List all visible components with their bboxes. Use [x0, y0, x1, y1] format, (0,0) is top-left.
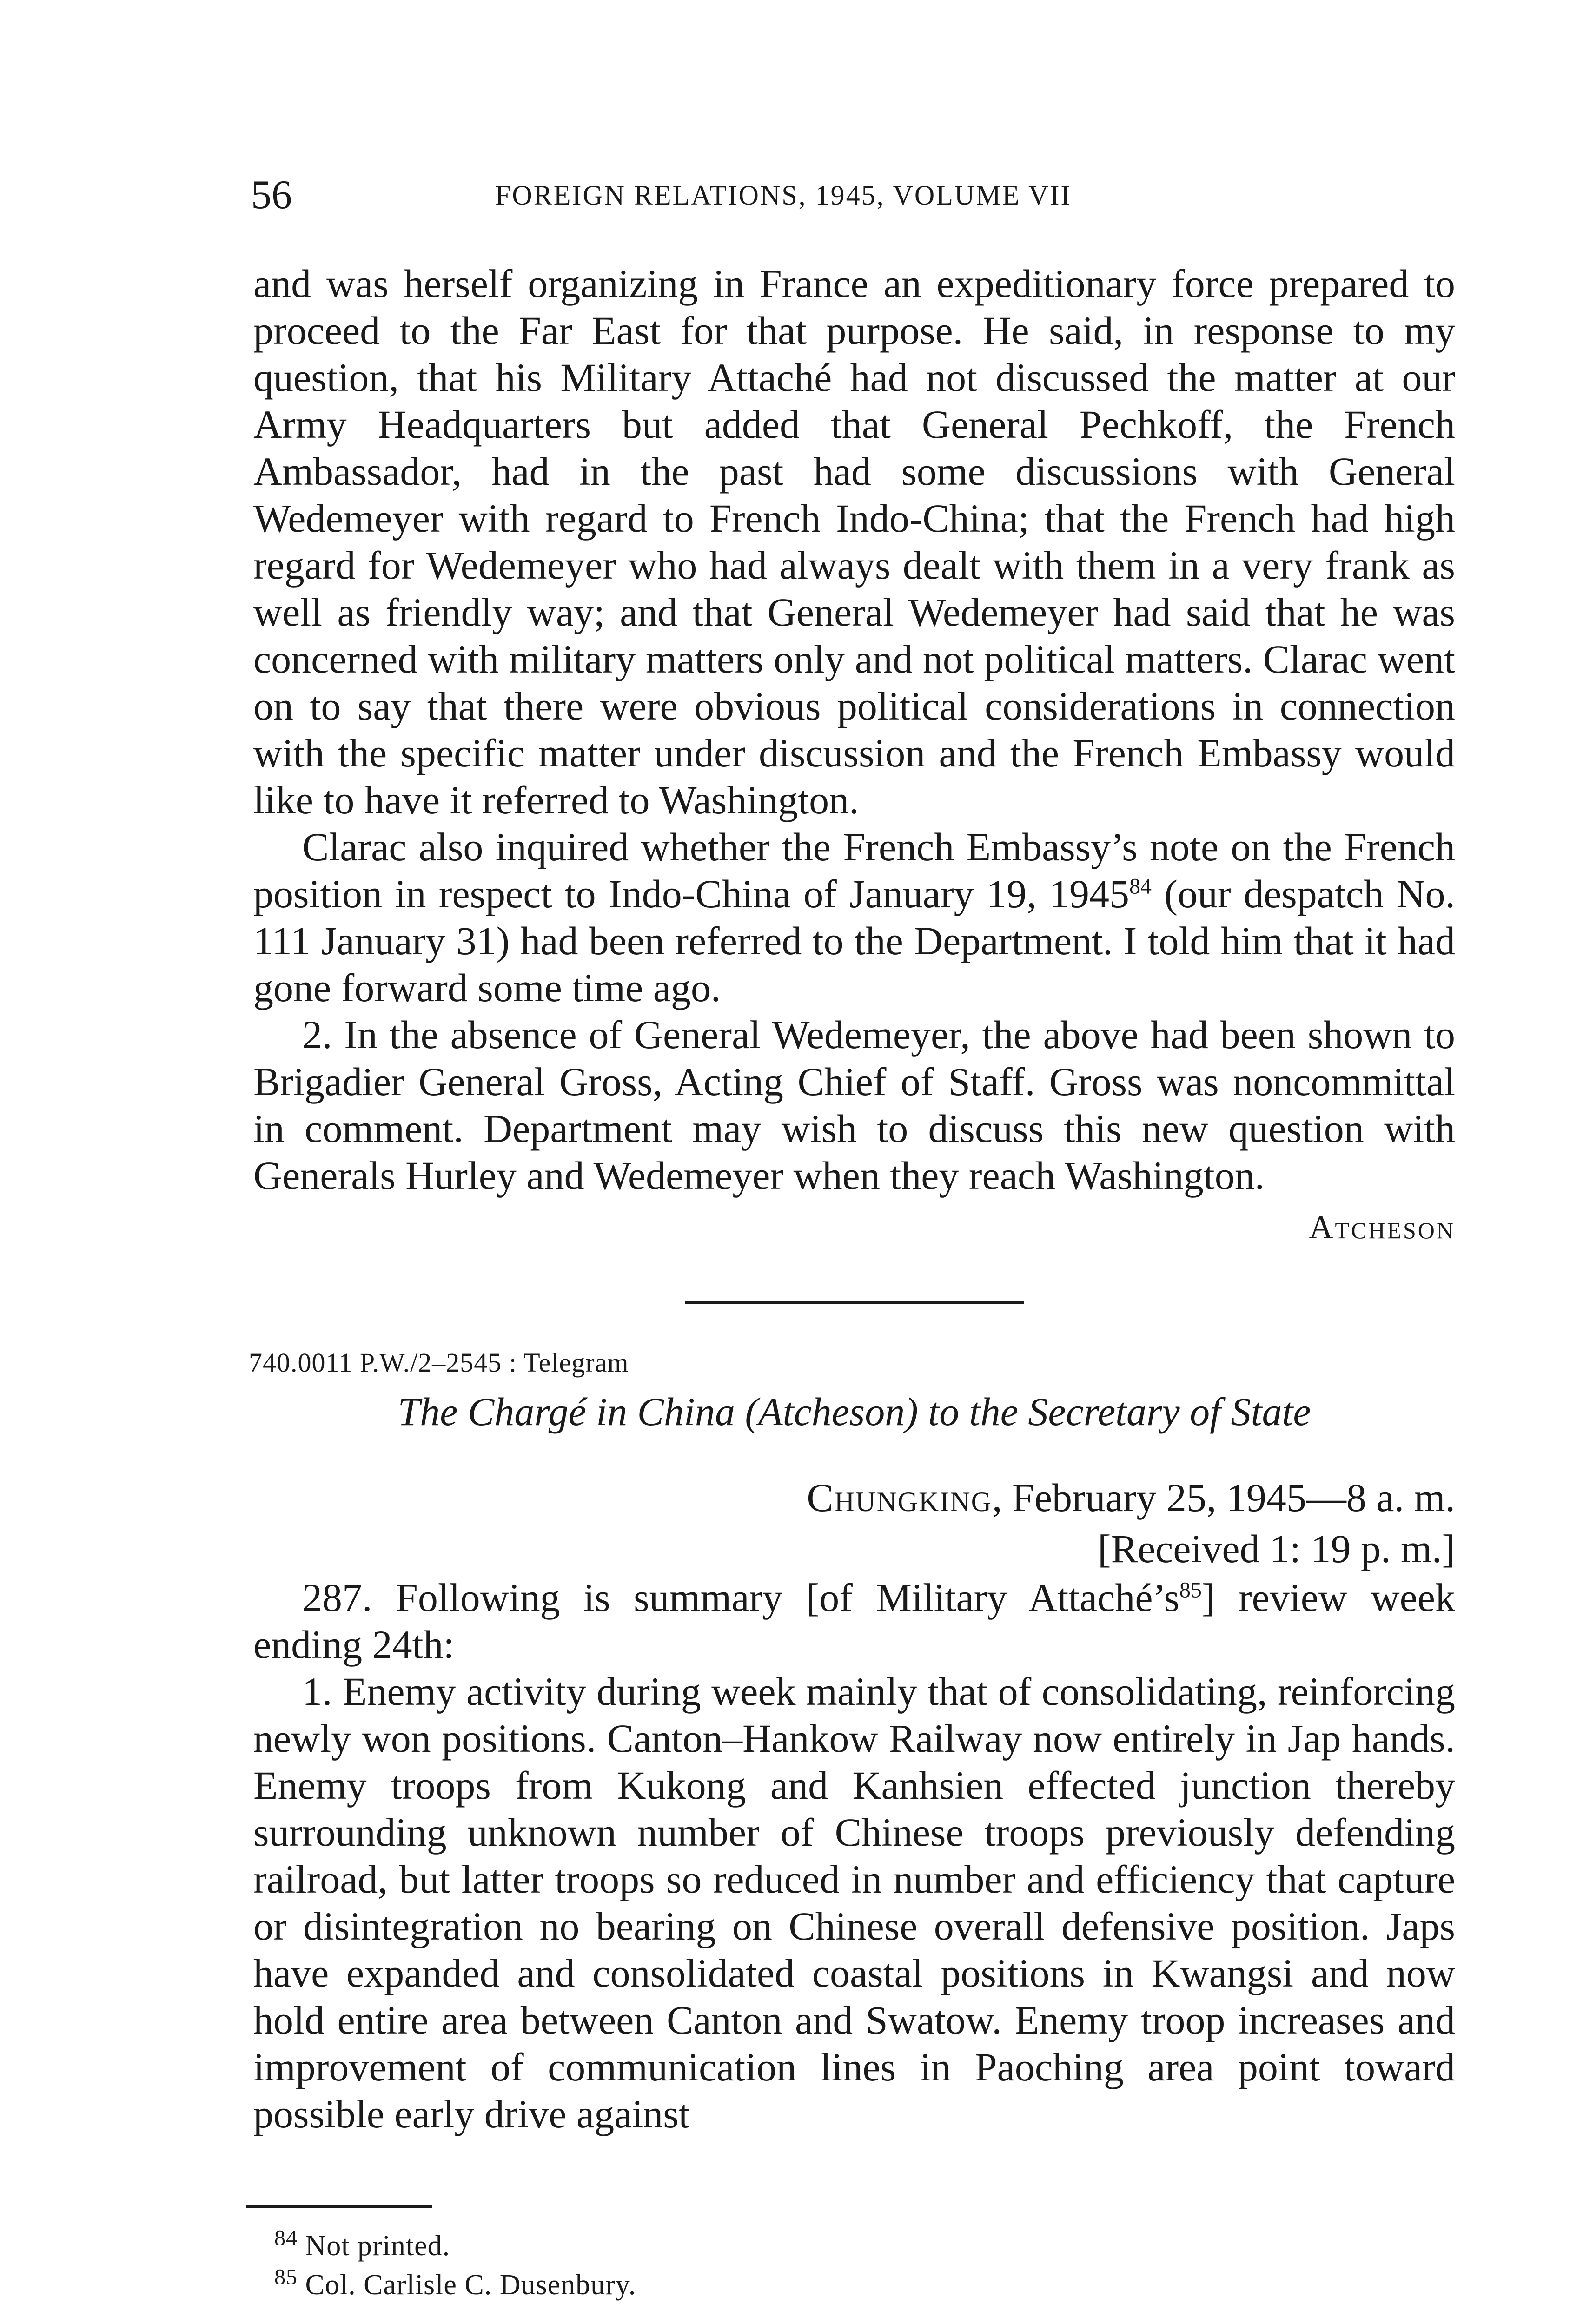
dateline [253, 1472, 1455, 1523]
body-paragraph-2-text-cont: (our despatch No. 111 January 31) had been referred to the Department. I told him that it had gone forward some time ago. [253, 872, 1455, 1010]
footnote-text: Not printed. [298, 2230, 450, 2262]
footnote-divider [246, 2205, 432, 2208]
telegram-paragraph-1-text-cont: ] review week ending 24th: [253, 1575, 1455, 1667]
page-number: 56 [251, 172, 292, 218]
footnote-ref-85[interactable]: 85 [1179, 1578, 1202, 1603]
telegram-paragraph-2: 1. Enemy activity during week mainly that of consolidating, reinforcing newly won positions. Canton–Hankow Railway now entirely in Jap hands. Enemy troops from Kukong and Kanhsien effected junction thereby surrounding unknown number of Chinese troops previously defending railroad, but latter troops so reduced in number and efficiency that capture or disintegration no bearing on Chinese overall defensive position. Japs have expanded and consolidated coastal positions in Kwangsi and now hold entire area between Canton and Swatow. Enemy troop increases and improvement of communication lines in Paoching area point toward possible early drive against [253, 1669, 1455, 2136]
footnote-text: Col. Carlisle C. Dusenbury. [298, 2269, 636, 2301]
telegram-paragraph-1-text: 287. Following is summary [of Military Attaché’s [302, 1575, 1179, 1620]
telegram-paragraph-1 [253, 1574, 1455, 1668]
body-paragraph-2-text: Clarac also inquired whether the French Embassy’s note on the French position in respect to Indo-China of January 19, 1945 [253, 825, 1455, 916]
received-time: [Received 1: 19 p. m.] [1097, 1526, 1455, 1571]
footnotes [274, 2226, 1437, 2304]
dateline-place: Chungking [807, 1475, 992, 1520]
running-head: FOREIGN RELATIONS, 1945, VOLUME VII [495, 180, 1072, 211]
body-text [249, 260, 1455, 2138]
dateline-date: , February 25, 1945—8 a. m. [992, 1475, 1455, 1520]
section-divider [685, 1301, 1024, 1304]
footnote-marker: 85 [274, 2265, 298, 2290]
body-paragraph-3: 2. In the absence of General Wedemeyer, the above had been shown to Brigadier General Gross, Acting Chief of Staff. Gross was noncommittal in comment. Department may wish to discuss this new question with Generals Hurley and Wedemeyer when they reach Washington. [253, 1012, 1455, 1198]
file-reference: 740.0011 P.W./2–2545 : Telegram [249, 1347, 629, 1378]
body-paragraph-2 [253, 824, 1455, 1011]
footnote-85 [274, 2265, 1437, 2304]
footnote-marker: 84 [274, 2225, 298, 2251]
body-paragraph-1: and was herself organizing in France an expeditionary force prepared to proceed to the Far East for that purpose. He said, in response to my question, that his Military Attaché had not discussed the matter at our Army Headquarters but added that General Pechkoff, the French Ambassador, had in the past had some discussions with General Wedemeyer with regard to French Indo-China; that the French had high regard for Wedemeyer who had always dealt with them in a very frank as well as friendly way; and that General Wedemeyer had said that he was concerned with military matters only and not political matters. Clarac went on to say that there were obvious political considerations in connection with the specific matter under discussion and the French Embassy would like to have it referred to Washington. [253, 261, 1455, 822]
signature: Atcheson [1309, 1208, 1455, 1246]
footnote-84 [274, 2226, 1437, 2265]
footnote-ref-84[interactable]: 84 [1129, 874, 1152, 899]
document-title: The Chargé in China (Atcheson) to the Secretary of State [398, 1389, 1311, 1434]
page-header [251, 167, 1464, 223]
